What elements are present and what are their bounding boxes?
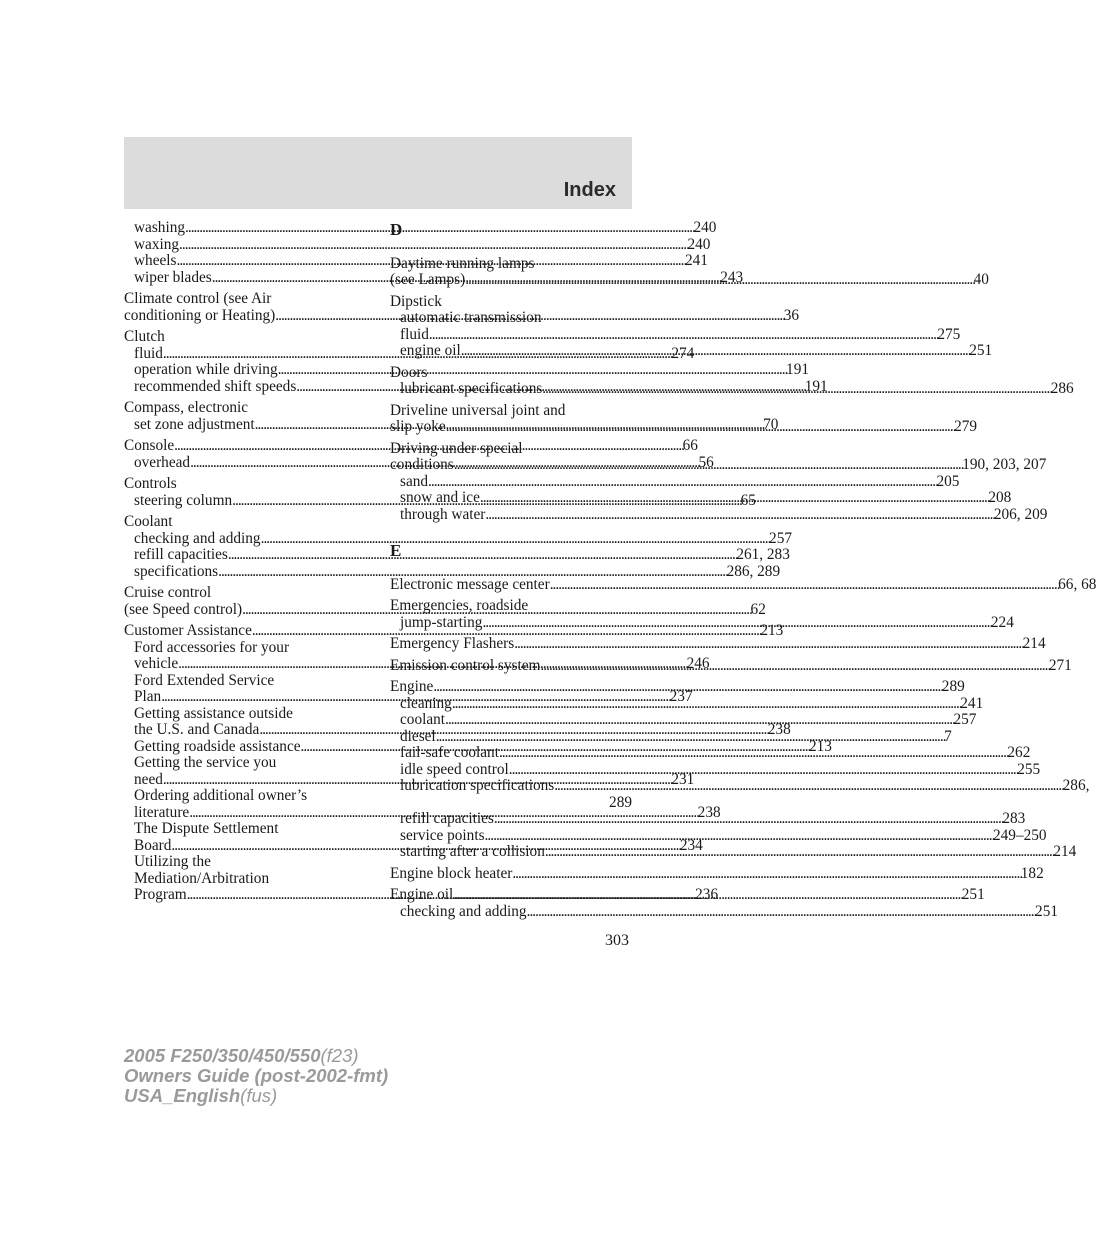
entry-text: Getting roadside assistance — [134, 737, 301, 755]
dot-leader — [509, 762, 1017, 779]
page-reference: 7 — [944, 727, 952, 745]
entry-text: literature — [134, 803, 190, 821]
entry-text: through water — [400, 505, 486, 523]
page-reference: 257 — [769, 529, 792, 547]
entry-text: Getting the service you — [134, 754, 277, 771]
page-reference: 279 — [954, 418, 978, 435]
index-subentry — [124, 562, 781, 581]
entry-text: vehicle — [134, 655, 179, 672]
page-reference: 237 — [669, 688, 693, 705]
entry-text: refill capacities — [134, 546, 228, 563]
dot-leader — [446, 415, 954, 436]
entry-text: Coolant — [124, 513, 173, 530]
index-subentry — [390, 505, 1048, 524]
entry-text: Engine — [390, 678, 434, 695]
dot-leader — [499, 745, 1007, 762]
entry-text: snow and ice — [400, 489, 480, 506]
page-reference: 251 — [961, 886, 985, 903]
dot-leader — [554, 778, 1062, 795]
index-subentry — [124, 673, 364, 690]
page-reference: 238 — [767, 721, 791, 738]
index-subentry — [124, 854, 364, 871]
index-subentry — [124, 546, 790, 564]
footer-language-code: (fus) — [240, 1085, 278, 1106]
entry-text: Cruise control — [124, 584, 212, 601]
index-line — [390, 441, 632, 458]
page-reference: 243 — [720, 268, 744, 286]
footer-model-code: (f23) — [320, 1045, 359, 1066]
page-reference: 240 — [687, 235, 711, 253]
page-reference: 214 — [1022, 635, 1046, 652]
page-reference: 182 — [1020, 864, 1044, 882]
entry-text: wiper blades — [134, 268, 212, 286]
entry-text: checking and adding — [134, 529, 261, 547]
entry-text: overhead — [134, 453, 191, 471]
page-reference: 251 — [969, 342, 993, 359]
entry-text: jump-starting — [400, 613, 483, 631]
entry-text: lubricant specifications — [400, 380, 543, 397]
entry-text: Controls — [124, 475, 177, 492]
entry-text: Ford Extended Service — [134, 671, 275, 689]
index-line — [390, 575, 1096, 594]
dot-leader — [545, 844, 1053, 861]
index-subentry — [124, 821, 364, 838]
dot-leader — [480, 490, 988, 507]
index-entry — [390, 635, 1046, 653]
dot-leader — [485, 828, 993, 845]
page-reference: 238 — [697, 803, 721, 821]
page-reference: 261, 283 — [736, 546, 790, 563]
page-reference: 274 — [671, 344, 695, 362]
index-subentry — [390, 711, 977, 729]
index-subentry — [124, 755, 364, 772]
dot-leader — [436, 729, 944, 746]
entry-text: checking and adding — [400, 902, 527, 920]
entry-text: idle speed control — [400, 760, 509, 778]
dot-leader — [428, 474, 936, 491]
page-number: 303 — [605, 932, 629, 949]
entry-text: Utilizing the — [134, 853, 211, 870]
entry-text: the U.S. and Canada — [134, 721, 260, 738]
dot-leader — [540, 655, 1048, 675]
page-reference: 249–250 — [993, 826, 1047, 844]
page-reference: 236 — [695, 886, 719, 903]
index-subentry — [390, 310, 632, 327]
page-reference: 240 — [693, 219, 717, 236]
entry-text: Mediation/Arbitration — [134, 869, 270, 887]
entry-text: set zone adjustment — [134, 415, 255, 433]
entry-text: 289 — [609, 793, 632, 811]
entry-text: Console — [124, 437, 175, 454]
page-reference: 56 — [698, 453, 714, 471]
page-reference: 246 — [686, 655, 710, 672]
index-line — [124, 400, 364, 417]
index-line — [390, 365, 632, 382]
footer-model: 2005 F250/350/450/550 — [124, 1045, 321, 1066]
dot-leader — [429, 327, 937, 344]
index-line — [124, 585, 364, 602]
dot-leader — [454, 453, 962, 474]
page-reference: 208 — [988, 489, 1012, 506]
page-reference: 191 — [786, 361, 809, 378]
page-reference: 286, — [1062, 777, 1090, 794]
index-subentry — [124, 529, 792, 548]
entry-text: specifications — [134, 562, 219, 580]
page-reference: 241 — [684, 252, 708, 269]
dot-leader — [465, 268, 973, 289]
page-reference: 36 — [783, 306, 799, 324]
dot-leader — [482, 615, 990, 632]
page-reference: 213 — [760, 622, 784, 639]
index-subentry — [124, 640, 364, 657]
entry-text: (see Lamps) — [390, 271, 466, 288]
entry-text: diesel — [400, 727, 436, 745]
entry-text: Daytime running lamps — [390, 254, 535, 272]
page-reference: 271 — [1048, 656, 1072, 674]
page-reference: 257 — [953, 711, 977, 728]
page-reference: 191 — [804, 377, 828, 395]
entry-text: coolant — [400, 711, 446, 728]
entry-text: washing — [134, 219, 185, 236]
entry-text: fail-safe coolant — [400, 744, 499, 761]
entry-text: The Dispute Settlement — [134, 820, 279, 837]
page-reference: 213 — [808, 737, 832, 755]
entry-text: Driveline universal joint and — [390, 401, 566, 419]
dot-leader — [527, 904, 1035, 921]
entry-text: Getting assistance outside — [134, 704, 293, 722]
index-letter-heading: D — [390, 220, 403, 239]
page-reference: 206, 209 — [993, 505, 1048, 523]
entry-text: Ford accessories for your — [134, 638, 290, 656]
index-line — [390, 635, 1046, 653]
page-reference: 262 — [1007, 744, 1031, 761]
page-reference: 65 — [740, 491, 756, 509]
entry-text: Emergencies, roadside — [390, 597, 529, 614]
entry-text: need — [134, 770, 163, 788]
dot-leader — [494, 811, 1002, 828]
page-reference: 286 — [1050, 380, 1074, 397]
dot-leader — [550, 577, 1058, 594]
index-subentry — [124, 788, 364, 805]
page-reference: 190, 203, 207 — [962, 456, 1047, 473]
entry-text: refill capacities — [400, 810, 494, 827]
dot-leader — [514, 636, 1022, 653]
entry-text: Engine oil — [390, 886, 454, 903]
index-subentry — [124, 871, 364, 888]
index-subentry — [390, 472, 960, 491]
entry-text: steering column — [134, 491, 233, 509]
dot-leader — [433, 679, 941, 696]
entry-text: cleaning — [400, 694, 452, 712]
page-reference: 70 — [763, 415, 779, 433]
entry-text: Engine block heater — [390, 864, 513, 882]
index-entry — [390, 575, 1096, 594]
entry-text: Dipstick — [390, 292, 442, 310]
page-reference: 255 — [1017, 760, 1041, 778]
entry-text: Doors — [390, 363, 428, 381]
index-line — [390, 678, 965, 696]
index-subentry — [390, 325, 961, 344]
dot-leader — [542, 377, 1050, 398]
page-reference: 275 — [937, 325, 961, 343]
entry-text: Plan — [134, 688, 162, 705]
page-reference: 231 — [671, 770, 695, 788]
entry-text: starting after a collision — [400, 843, 545, 860]
index-line — [390, 256, 632, 273]
entry-text: Clutch — [124, 328, 165, 345]
page-reference: 62 — [750, 600, 766, 618]
page-reference: 66 — [682, 437, 698, 454]
entry-text: Compass, electronic — [124, 399, 249, 416]
entry-text: conditioning or Heating) — [124, 306, 276, 324]
section-title: Index — [563, 179, 616, 201]
page-reference: 205 — [936, 472, 960, 490]
page-reference: 286, 289 — [726, 562, 781, 580]
dot-leader — [452, 696, 960, 713]
page-reference: 241 — [960, 694, 984, 712]
index-line — [124, 476, 364, 493]
page-reference: 234 — [679, 836, 703, 854]
index-line — [390, 294, 632, 311]
index-subentry — [124, 706, 364, 723]
entry-text: fluid — [134, 344, 163, 362]
entry-text: Emission control system — [390, 656, 541, 674]
index-subentry — [390, 902, 1058, 921]
index-letter-heading: E — [390, 541, 402, 560]
index-line — [390, 403, 632, 420]
entry-text: Board — [134, 836, 172, 854]
entry-text: (see Speed control) — [124, 600, 243, 618]
page-reference: 283 — [1002, 810, 1026, 827]
document-footer — [124, 1046, 388, 1106]
dot-leader — [512, 866, 1020, 883]
entry-text: lubrication specifications — [400, 777, 555, 794]
dot-leader — [461, 343, 969, 360]
page-reference: 251 — [1035, 902, 1058, 920]
page-reference: 40 — [973, 271, 989, 288]
entry-text: Emergency Flashers — [390, 635, 515, 652]
index-line — [390, 864, 1044, 883]
entry-text: Customer Assistance — [124, 622, 252, 639]
footer-guide: Owners Guide (post-2002-fmt) — [124, 1065, 389, 1086]
entry-text: wheels — [134, 252, 177, 269]
entry-text: slip yoke — [390, 418, 446, 435]
entry-text: Electronic message center — [390, 575, 550, 593]
entry-text: operation while driving — [134, 361, 278, 378]
dot-leader — [445, 712, 953, 729]
entry-text: conditions — [390, 456, 454, 473]
page-reference: 66, 68 — [1058, 575, 1096, 593]
entry-text: sand — [400, 472, 429, 490]
index-subentry — [124, 235, 711, 254]
entry-text: fluid — [400, 325, 429, 343]
footer-language: USA_English — [124, 1085, 241, 1106]
index-line — [124, 291, 364, 308]
entry-text: service points — [400, 826, 485, 844]
entry-text: engine oil — [400, 342, 461, 359]
header-band — [124, 137, 632, 209]
index-line — [124, 329, 364, 346]
entry-text: recommended shift speeds — [134, 377, 297, 395]
index-line — [390, 598, 632, 615]
entry-text: automatic transmission — [400, 309, 542, 326]
index-line — [390, 795, 632, 812]
entry-text: Program — [134, 886, 187, 903]
index-line — [124, 514, 364, 531]
index-subentry — [124, 219, 717, 237]
entry-text: Ordering additional owner’s — [134, 787, 308, 804]
entry-text: waxing — [134, 235, 180, 253]
dot-leader — [453, 887, 961, 904]
dot-leader — [485, 507, 993, 524]
entry-text: Climate control (see Air — [124, 290, 272, 307]
page-reference: 214 — [1053, 843, 1077, 860]
page-reference: 289 — [941, 678, 965, 695]
index-entry — [390, 864, 1044, 883]
entry-text: Driving under special — [390, 439, 523, 457]
page-reference: 224 — [990, 613, 1014, 631]
